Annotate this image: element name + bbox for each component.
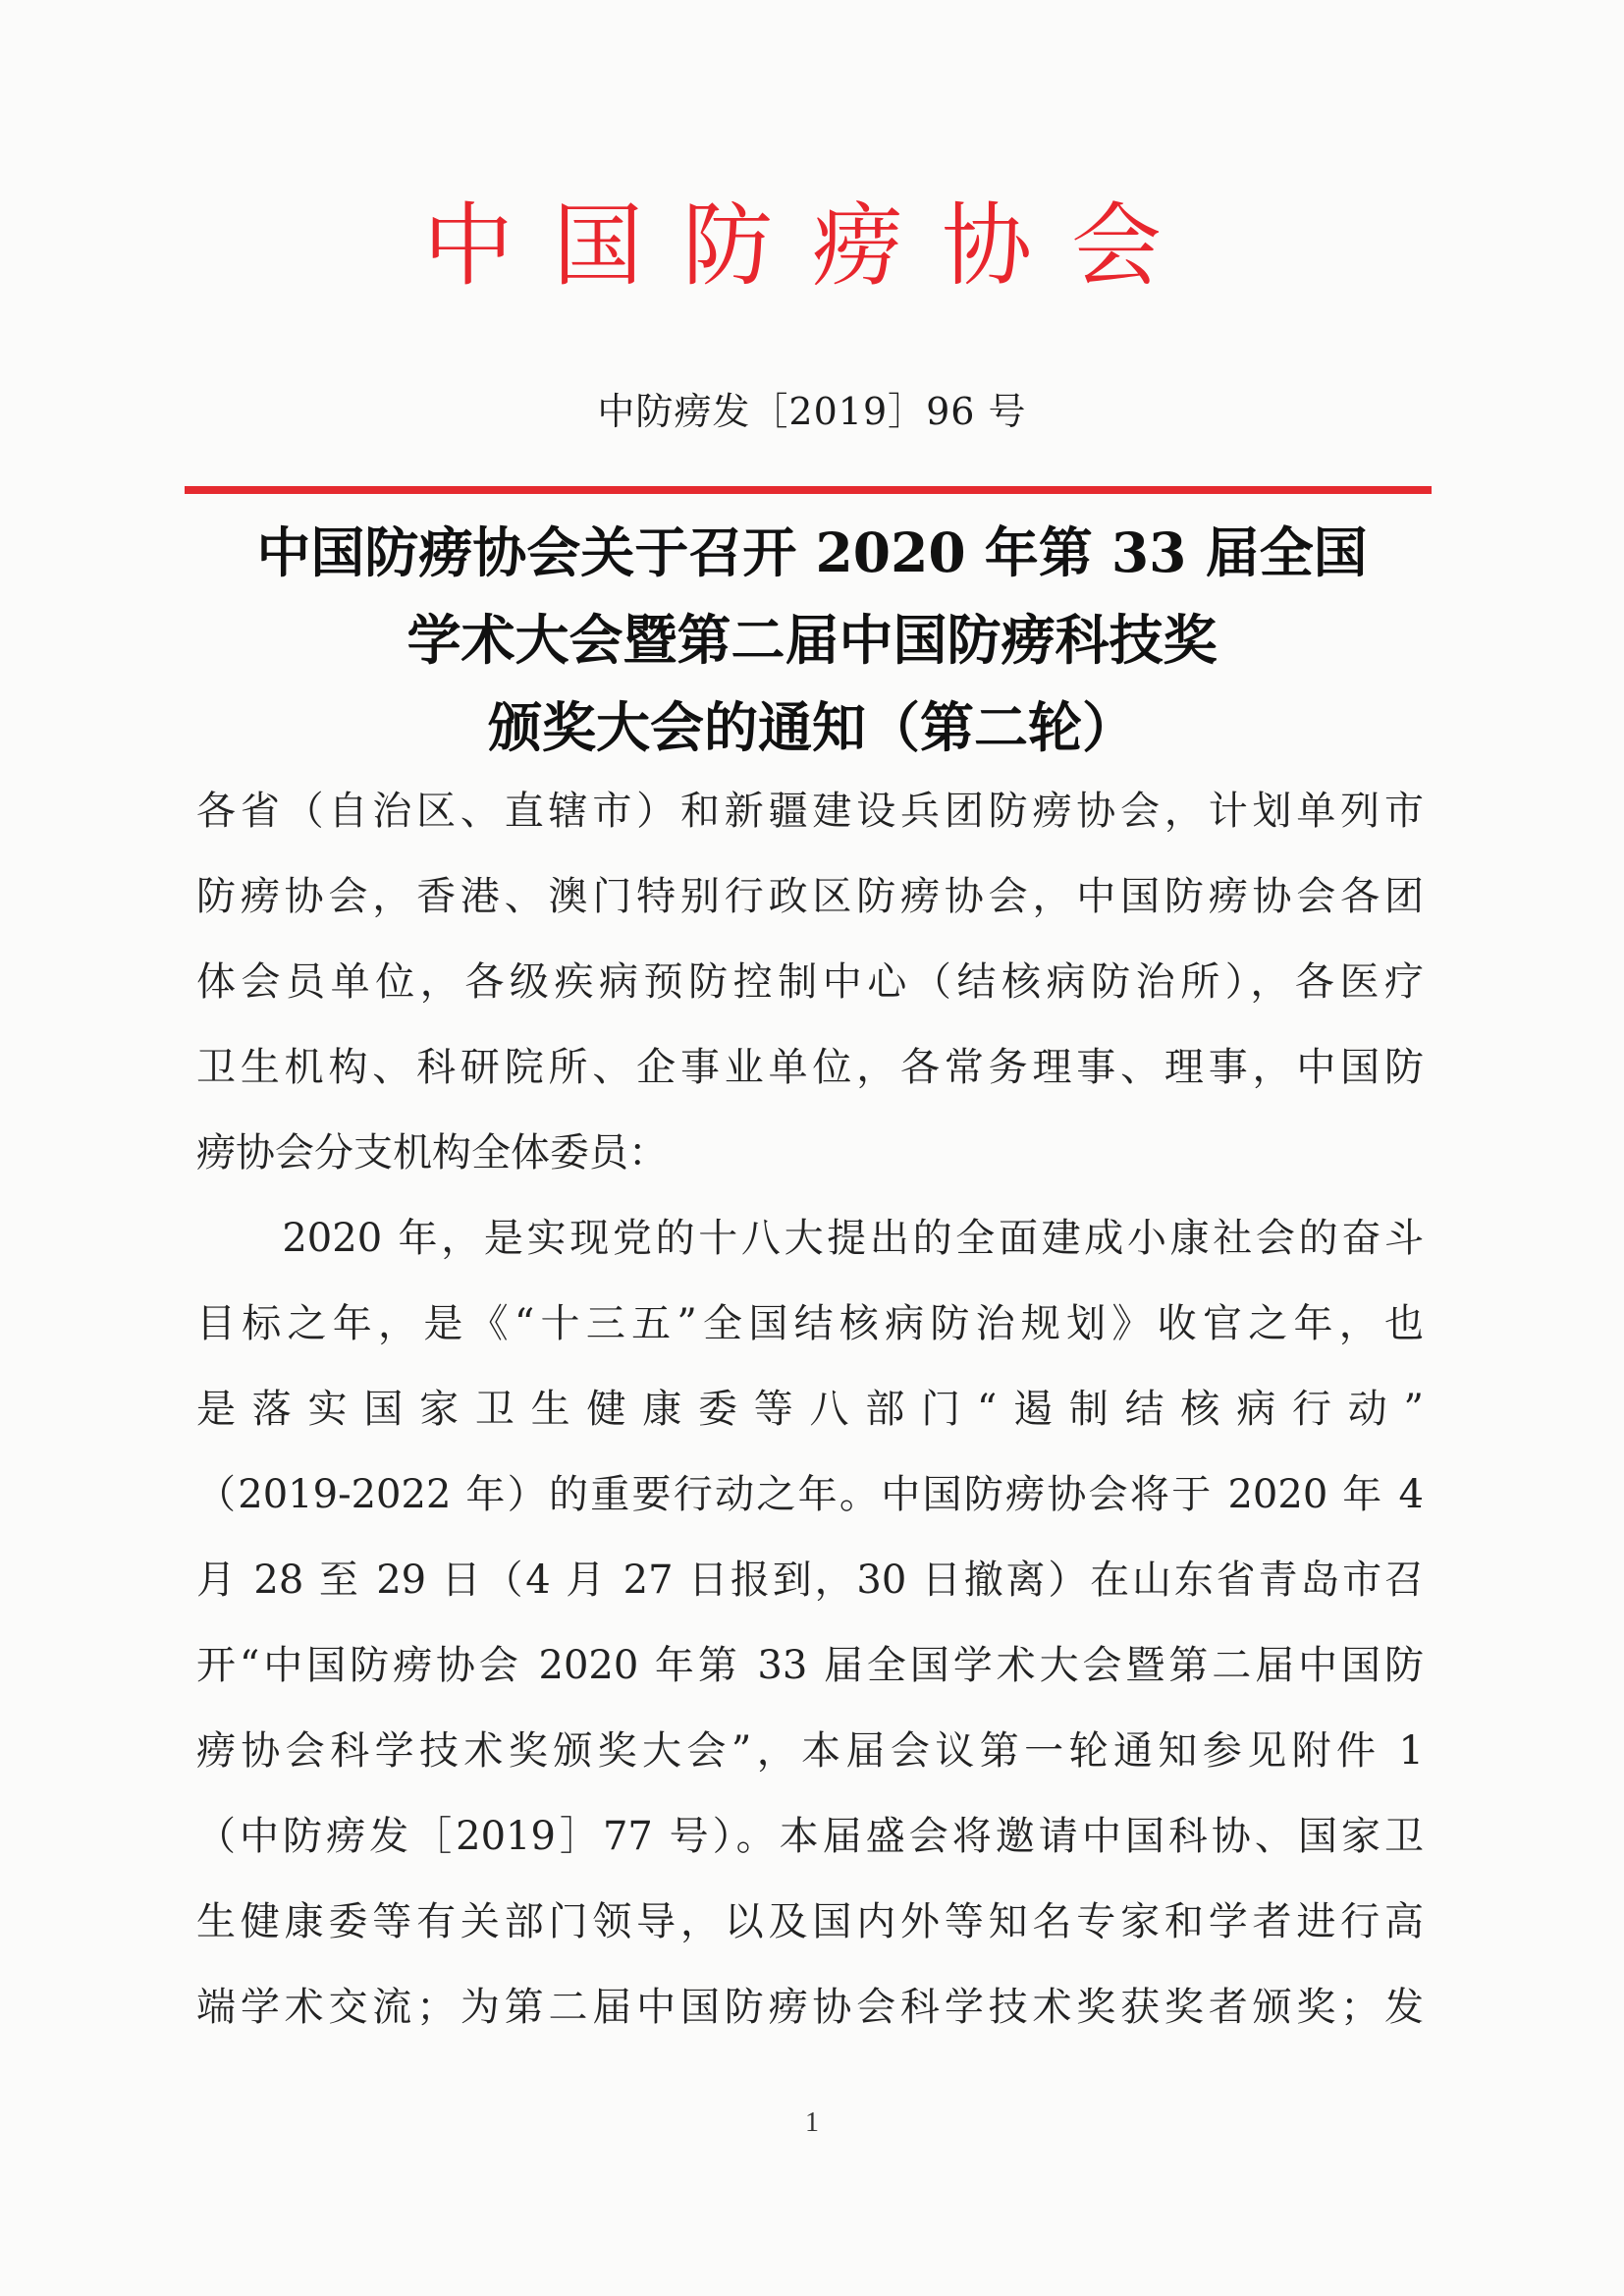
paragraph-line: 端学术交流；为第二届中国防痨协会科学技术奖获奖者颁奖；发	[196, 1985, 1424, 2030]
salutation-line: 各省（自治区、直辖市）和新疆建设兵团防痨协会，计划单列市	[196, 789, 1424, 834]
document-body	[196, 769, 1424, 2050]
paragraph-line: 月 28 至 29 日（4 月 27 日报到，30 日撤离）在山东省青岛市召	[196, 1558, 1424, 1603]
salutation-line: 防痨协会，香港、澳门特别行政区防痨协会，中国防痨协会各团	[196, 874, 1424, 919]
salutation-line: 体会员单位，各级疾病预防控制中心（结核病防治所），各医疗	[196, 959, 1424, 1005]
title-line-3: 颁奖大会的通知（第二轮）	[487, 695, 1136, 759]
document-number: 中防痨发［2019］96 号	[597, 390, 1027, 433]
paragraph-line: 开“中国防痨协会 2020 年第 33 届全国学术大会暨第二届中国防	[196, 1643, 1424, 1688]
paragraph-line: 痨协会科学技术奖颁奖大会”，本届会议第一轮通知参见附件 1	[196, 1728, 1424, 1774]
paragraph-line: 2020 年，是实现党的十八大提出的全面建成小康社会的奋斗	[196, 1216, 1424, 1261]
document-title	[157, 509, 1467, 771]
title-line-1: 中国防痨协会关于召开 2020 年第 33 届全国	[256, 520, 1368, 584]
paragraph-line: （2019-2022 年）的重要行动之年。中国防痨协会将于 2020 年 4	[196, 1472, 1424, 1517]
organization-header: 中国防痨协会	[422, 193, 1201, 299]
salutation-line: 卫生机构、科研院所、企事业单位，各常务理事、理事，中国防	[196, 1045, 1424, 1090]
page-number: 1	[805, 2107, 819, 2138]
paragraph-line: 生健康委等有关部门领导，以及国内外等知名专家和学者进行高	[196, 1899, 1424, 1944]
paragraph-line: （中防痨发［2019］77 号）。本届盛会将邀请中国科协、国家卫	[196, 1814, 1424, 1859]
paragraph-line: 目标之年，是《“十三五”全国结核病防治规划》收官之年，也	[196, 1301, 1424, 1346]
salutation-line: 痨协会分支机构全体委员：	[196, 1130, 668, 1175]
title-line-2: 学术大会暨第二届中国防痨科技奖	[406, 608, 1218, 672]
red-divider-line	[185, 486, 1432, 494]
paragraph-line: 是落实国家卫生健康委等八部门“遏制结核病行动”	[196, 1387, 1424, 1432]
